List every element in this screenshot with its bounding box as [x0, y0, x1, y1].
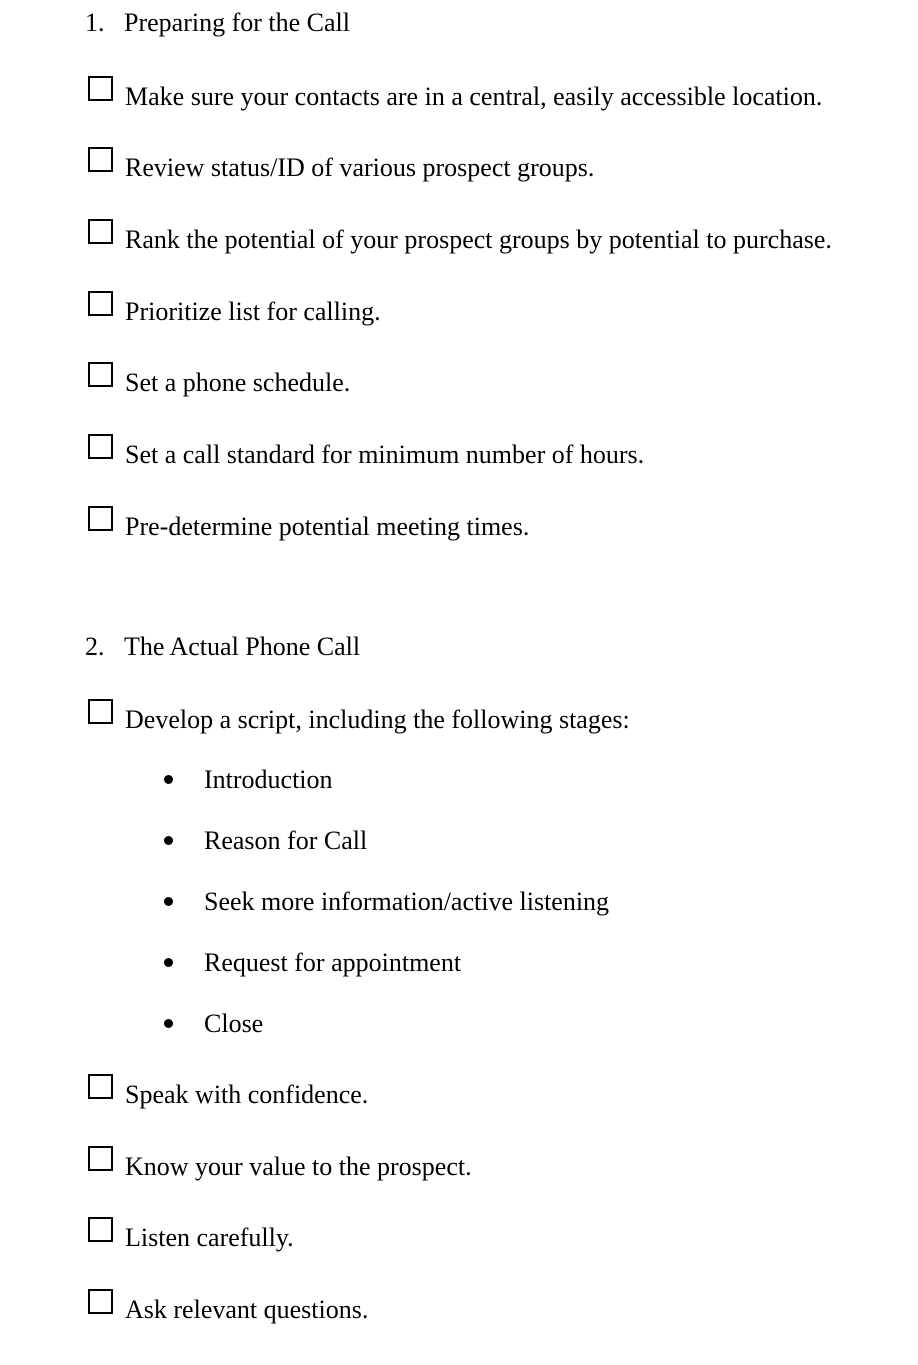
bullet-icon: [164, 958, 173, 967]
bullet-icon: [164, 836, 173, 845]
checkbox[interactable]: [88, 362, 113, 387]
checklist-item: Rank the potential of your prospect groups by potential to purchase.: [125, 225, 832, 254]
checkbox[interactable]: [88, 147, 113, 172]
checklist-item: Set a call standard for minimum number of hours.: [125, 440, 645, 469]
checklist-item: Make sure your contacts are in a central, easily accessible location.: [125, 82, 823, 111]
checkbox[interactable]: [88, 291, 113, 316]
bullet-icon: [164, 1019, 173, 1028]
stage-item: Seek more information/active listening: [204, 887, 610, 916]
stage-item: Close: [204, 1009, 264, 1038]
bullet-icon: [164, 897, 173, 906]
checkbox[interactable]: [88, 219, 113, 244]
stage-item: Reason for Call: [204, 826, 368, 855]
checkbox[interactable]: [88, 1217, 113, 1242]
checklist-item: Prioritize list for calling.: [125, 297, 381, 326]
checklist-item: Know your value to the prospect.: [125, 1152, 472, 1181]
section-1-number: 1.: [85, 8, 105, 37]
section-2-title: The Actual Phone Call: [124, 632, 361, 661]
bullet-icon: [164, 775, 173, 784]
checkbox[interactable]: [88, 434, 113, 459]
stage-item: Introduction: [204, 765, 333, 794]
checklist-item-script: Develop a script, including the following stages:: [125, 705, 630, 734]
checkbox[interactable]: [88, 1074, 113, 1099]
stage-item: Request for appointment: [204, 948, 462, 977]
checkbox[interactable]: [88, 76, 113, 101]
section-2-number: 2.: [85, 632, 105, 661]
checklist-item: Review status/ID of various prospect groups.: [125, 153, 595, 182]
checkbox[interactable]: [88, 1289, 113, 1314]
checklist-item: Pre-determine potential meeting times.: [125, 512, 530, 541]
checklist-item: Listen carefully.: [125, 1223, 294, 1252]
checklist-item: Set a phone schedule.: [125, 368, 351, 397]
checkbox[interactable]: [88, 699, 113, 724]
checklist-item: Speak with confidence.: [125, 1080, 369, 1109]
checkbox[interactable]: [88, 1146, 113, 1171]
checklist-item: Ask relevant questions.: [125, 1295, 369, 1324]
section-1-title: Preparing for the Call: [124, 8, 350, 37]
checkbox[interactable]: [88, 506, 113, 531]
